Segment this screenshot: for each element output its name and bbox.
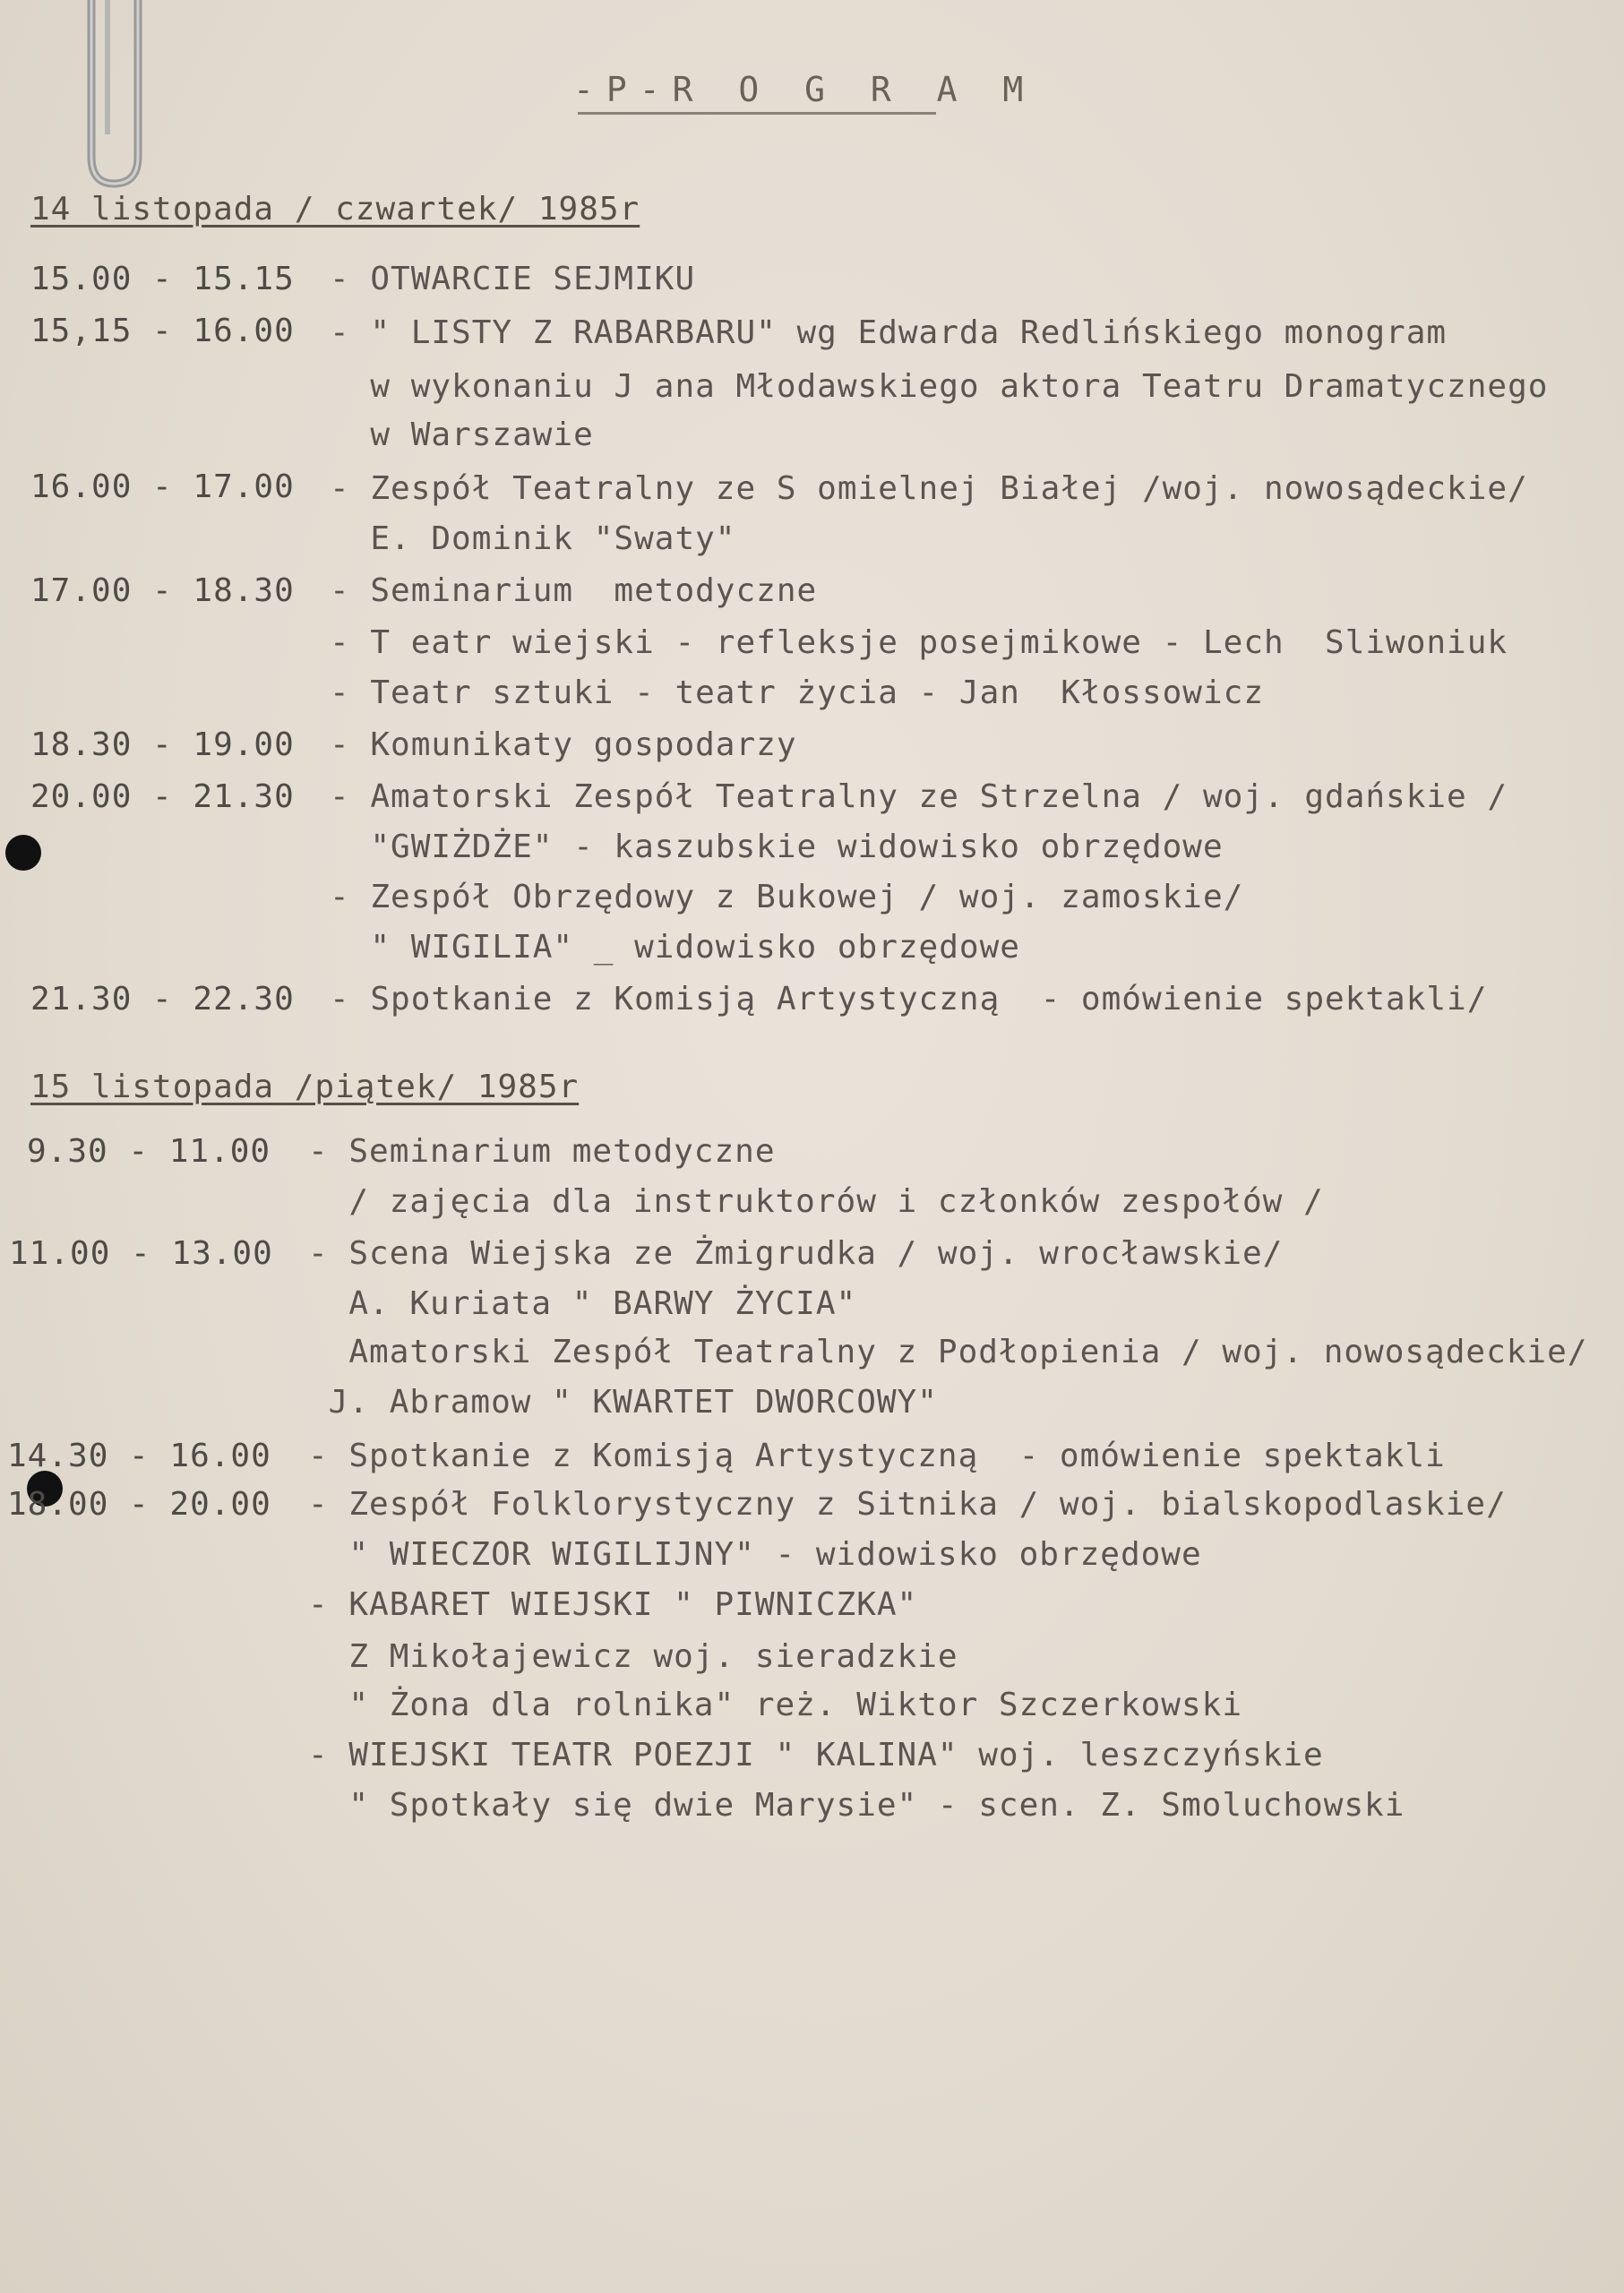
event-line: / zajęcia dla instruktorów i członków zespołów / — [308, 1183, 1324, 1220]
event-line: - Amatorski Zespół Teatralny ze Strzelna / woj. gdańskie / — [330, 778, 1508, 815]
event-line: w Warszawie — [330, 417, 594, 453]
event-line: " Żona dla rolnika" reż. Wiktor Szczerkowski — [308, 1687, 1242, 1723]
event-line: A. Kuriata " BARWY ŻYCIA" — [308, 1285, 857, 1322]
time-slot: 9.30 - 11.00 — [27, 1133, 271, 1170]
time-slot: 20.00 - 21.30 — [30, 778, 295, 815]
day2-heading: 15 listopada /piątek/ 1985r — [30, 1069, 580, 1105]
title-underline — [578, 112, 936, 115]
event-line: - " LISTY Z RABARBARU" wg Edwarda Redlińskiego monogram — [330, 314, 1448, 351]
event-line: - KABARET WIEJSKI " PIWNICZKA" — [308, 1586, 918, 1623]
event-line: "GWIŻDŻE" - kaszubskie widowisko obrzędowe — [330, 829, 1224, 865]
time-slot: 18.00 - 20.00 — [7, 1486, 271, 1523]
event-line: - Teatr sztuki - teatr życia - Jan Kłossowicz — [330, 674, 1264, 711]
event-line: - Zespół Teatralny ze S omielnej Białej /woj. nowosądeckie/ — [330, 470, 1528, 507]
time-slot: 21.30 - 22.30 — [30, 981, 295, 1018]
event-line: - Zespół Folklorystyczny z Sitnika / woj. bialskopodlaskie/ — [308, 1486, 1507, 1523]
event-line: - Scena Wiejska ze Żmigrudka / woj. wrocławskie/ — [308, 1235, 1284, 1272]
event-line: Amatorski Zespół Teatralny z Podłopienia / woj. nowosądeckie/ — [308, 1334, 1588, 1370]
time-slot: 17.00 - 18.30 — [30, 572, 295, 609]
event-line: " Spotkały się dwie Marysie" - scen. Z. Smoluchowski — [308, 1787, 1405, 1824]
page-title: -P-R O G R A M — [573, 70, 1036, 109]
event-line: w wykonaniu J ana Młodawskiego aktora Teatru Dramatycznego — [330, 368, 1549, 405]
event-line: - Spotkanie z Komisją Artystyczną - omówienie spektakli/ — [330, 981, 1488, 1018]
time-slot: 15.00 - 15.15 — [30, 261, 295, 297]
event-line: " WIECZOR WIGILIJNY" - widowisko obrzędowe — [308, 1536, 1202, 1573]
time-slot: 16.00 - 17.00 — [30, 468, 295, 505]
event-line: - Komunikaty gospodarzy — [330, 726, 797, 763]
event-line: - OTWARCIE SEJMIKU — [330, 261, 696, 297]
event-line: - T eatr wiejski - refleksje posejmikowe - Lech Sliwoniuk — [330, 624, 1508, 661]
event-line: - Seminarium metodyczne — [330, 572, 818, 609]
event-line: - Spotkanie z Komisją Artystyczną - omówienie spektakli — [308, 1438, 1446, 1474]
time-slot: 11.00 - 13.00 — [9, 1235, 273, 1272]
day1-heading: 14 listopada / czwartek/ 1985r — [30, 191, 640, 228]
event-line: Z Mikołajewicz woj. sieradzkie — [308, 1638, 958, 1675]
event-line: - Seminarium metodyczne — [308, 1133, 776, 1170]
event-line: - Zespół Obrzędowy z Bukowej / woj. zamoskie/ — [330, 879, 1244, 915]
time-slot: 15,15 - 16.00 — [30, 313, 295, 349]
time-slot: 14.30 - 16.00 — [7, 1438, 271, 1474]
time-slot: 18.30 - 19.00 — [30, 726, 295, 763]
event-line: " WIGILIA" _ widowisko obrzędowe — [330, 929, 1020, 966]
event-line: - WIEJSKI TEATR POEZJI " KALINA" woj. leszczyńskie — [308, 1737, 1324, 1773]
punch-hole-top — [5, 835, 41, 871]
event-line: J. Abramow " KWARTET DWORCOWY" — [308, 1384, 938, 1421]
paper-clip-icon — [64, 0, 163, 197]
event-line: E. Dominik "Swaty" — [330, 520, 736, 557]
